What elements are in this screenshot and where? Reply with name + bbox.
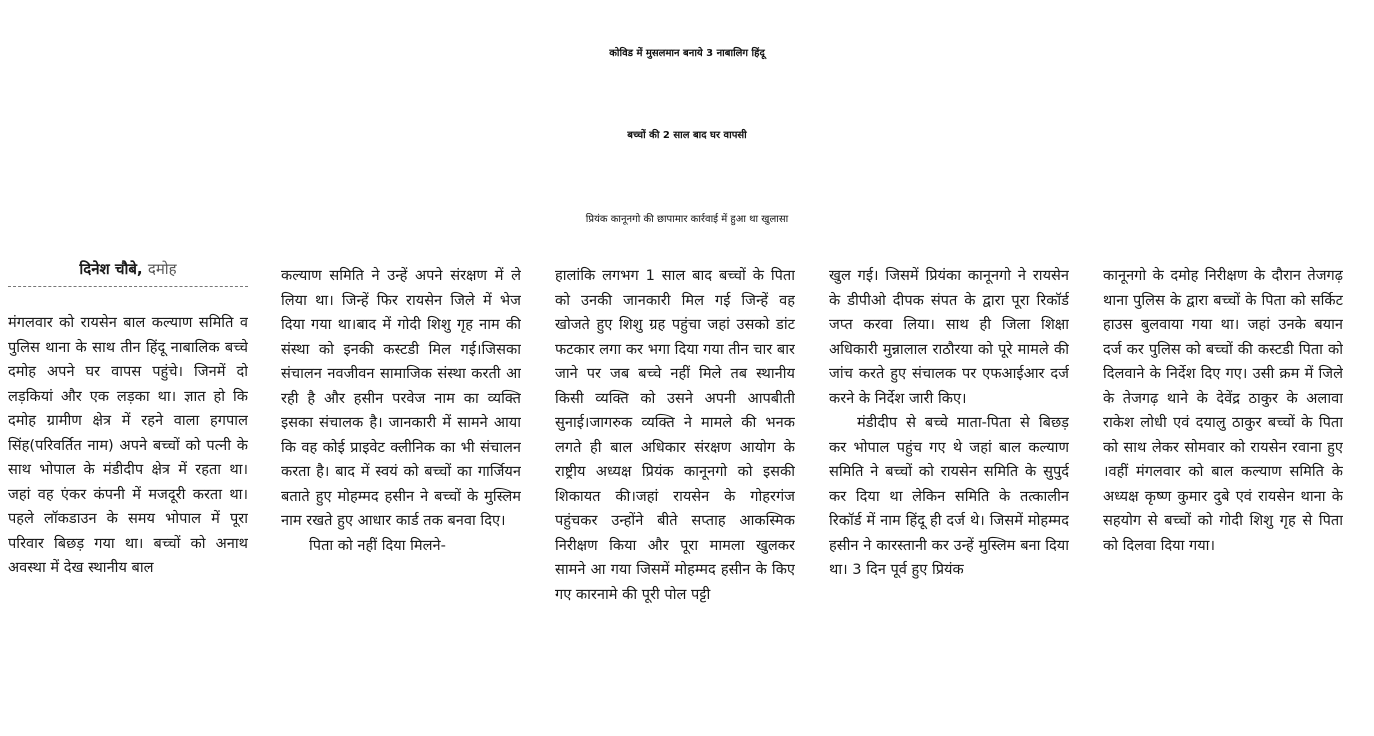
column-3-text: हालांकि लगभग 1 साल बाद बच्चों के पिता को उनकी जानकारी मिल गई जिन्हें वह खोजते हुए शिशु ग्रह पहुंचा जहां उसको डांट फटकार लगा कर भगा दिया गया तीन चार बार जाने पर जब बच्चे नहीं मिले तब स्थानीय किसी व्यक्ति को उसने अपनी आपबीती सुनाई।जागरुक व्यक्ति ने मामले की भनक लगते ही बाल अधिकार संरक्षण आयोग के राष्ट्रीय अध्यक्ष प्रियंक कानूनगो को इसकी शिकायत की।जहां रायसेन के गोहरगंज पहुंचकर उन्होंने बीते सप्ताह आकस्मिक निरीक्षण किया और पूरा मामला खुलकर सामने आ गया जिसमें मोहम्मद हसीन के किए गए कारनामे की पूरी पोल पट्टी	[555, 267, 795, 603]
byline-place: दमोह	[147, 260, 177, 278]
byline	[8, 256, 248, 287]
column-4-paragraph-2: मंडीदीप से बच्चे माता-पिता से बिछड़ कर भोपाल पहुंच गए थे जहां बाल कल्याण समिति ने बच्चों को रायसेन समिति के सुपुर्द कर दिया था लेकिन समिति के तत्कालीन रिकॉर्ड में नाम हिंदू ही दर्ज थे। जिसमें मोहम्मद हसीन ने कारस्तानी कर उन्हें मुस्लिम बना दिया था। 3 दिन पूर्व हुए प्रियंक	[829, 414, 1069, 578]
column-5-text: कानूनगो के दमोह निरीक्षण के दौरान तेजगढ़ थाना पुलिस के द्वारा बच्चों के पिता को सर्किट हाउस बुलवाया गया था। जहां उनके बयान दर्ज कर पुलिस को बच्चों की कस्टडी पिता को दिलवाने के निर्देश दिए गए। उसी क्रम में जिले के तेजगढ़ थाने के देवेंद्र ठाकुर के अलावा राकेश लोधी एवं दयालु ठाकुर बच्चों के पिता को साथ लेकर सोमवार को रायसेन रवाना हुए ।वहीं मंगलवार को बाल कल्याण समिति के अध्यक्ष कृष्ण कुमार दुबे एवं रायसेन थाना के सहयोग से बच्चों को गोदी शिशु गृह से पिता को दिलवा दिया गया।	[1103, 267, 1343, 554]
article-column-2	[281, 264, 521, 736]
headline-line-1: कोविड में मुसलमान बनाये 3 नाबालिग हिंदू	[609, 48, 765, 59]
subheadline: प्रियंक कानूनगो की छापामार कार्रवाई में हुआ था खुलासा	[585, 214, 789, 225]
column-4-paragraph-1: खुल गई। जिसमें प्रियंका कानूनगो ने रायसेन के डीपीओ दीपक संपत के द्वारा पूरा रिकॉर्ड जप्त करवा लिया। साथ ही जिला शिक्षा अधिकारी मुन्नालाल राठौरया को पूरे मामले की जांच करते हुए संचालक पर एफआईआर दर्ज करने के निर्देश जारी किए।	[829, 267, 1069, 407]
article-column-1	[8, 256, 248, 728]
byline-author: दिनेश चौबे,	[79, 260, 143, 278]
article-column-3	[555, 264, 795, 736]
article-column-5	[1103, 264, 1343, 736]
article-column-4	[829, 264, 1069, 736]
headline-line-2: बच्चों की 2 साल बाद घर वापसी	[627, 130, 747, 141]
column-2-subheading: पिता को नहीं दिया मिलने-	[309, 536, 446, 554]
column-1-text: मंगलवार को रायसेन बाल कल्याण समिति व पुलिस थाना के साथ तीन हिंदू नाबालिक बच्चे दमोह अपने घर वापस पहुंचे। जिनमें दो लड़कियां और एक लड़का था। ज्ञात हो कि दमोह ग्रामीण क्षेत्र में रहने वाला हगपाल सिंह(परिवर्तित नाम) अपने बच्चों को पत्नी के साथ भोपाल के मंडीदीप क्षेत्र में रहता था। जहां वह एंकर कंपनी में मजदूरी करता था। पहले लॉकडाउन के समय भोपाल में पूरा परिवार बिछड़ गया था। बच्चों को अनाथ अवस्था में देख स्थानीय बाल	[8, 314, 248, 576]
column-2-paragraph-1: कल्याण समिति ने उन्हें अपने संरक्षण में ले लिया था। जिन्हें फिर रायसेन जिले में भेज दिया गया था।बाद में गोदी शिशु गृह नाम की संस्था को इनकी कस्टडी मिल गई।जिसका संचालन नवजीवन सामाजिक संस्था करती आ रही है और हसीन परवेज नाम का व्यक्ति इसका संचालक है। जानकारी में सामने आया कि वह कोई प्राइवेट क्लीनिक का भी संचालन करता है। बाद में स्वयं को बच्चों का गार्जियन बताते हुए मोहम्मद हसीन ने बच्चों के मुस्लिम नाम रखते हुए आधार कार्ड तक बनवा दिए।	[281, 267, 521, 529]
